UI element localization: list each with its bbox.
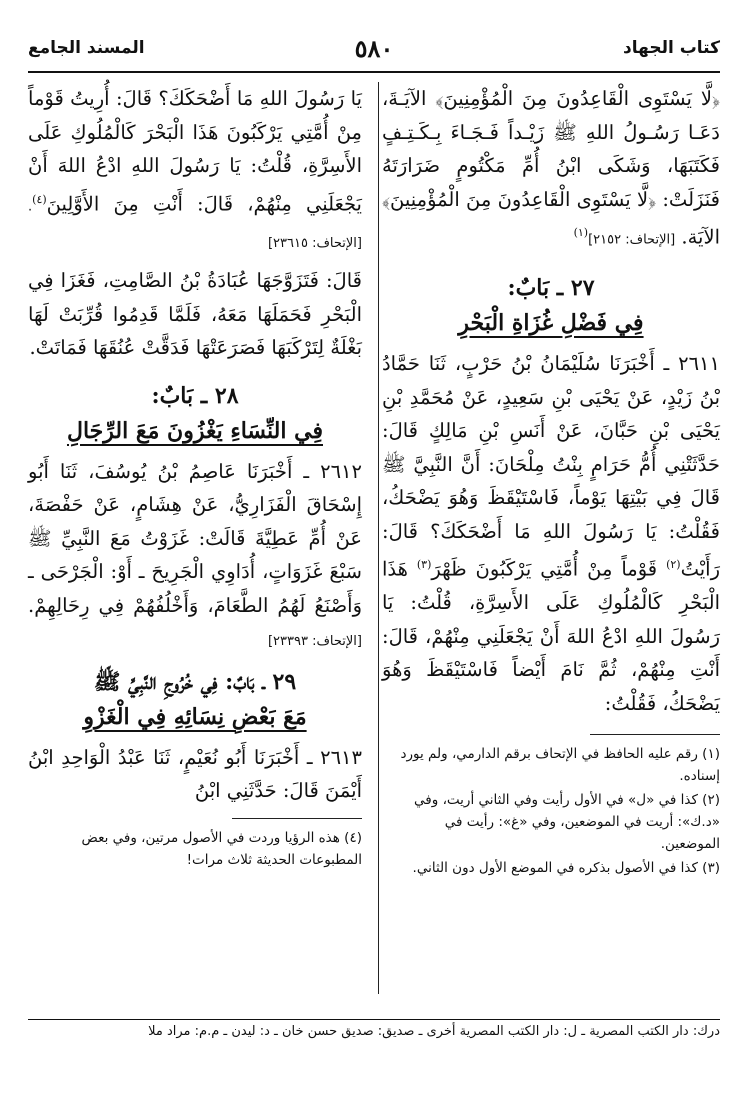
chapter-number: ٢٩ ـ بَابٌ: فِي خُرُوجِ النَّبِيِّ ﷺ bbox=[93, 668, 297, 695]
footnote: (٢) كذا في «ل» في الأول رأيت وفي الثاني أريت، وفي «د.ك»: أريت في الموضعين، وفي «غ»: رأيت في الموضعين. bbox=[414, 792, 720, 852]
text-paragraph: قَالَ: فَتَزَوَّجَهَا عُبَادَةُ بْنُ الصَّامِتِ، فَغَزَا فِي الْبَحْرِ فَحَمَلَهَا مَعَهُ، فَلَمَّا قَدِمُوا قُرِّبَتْ لَهَا بَغْلَةٌ لِتَرْكَبَهَا فَصَرَعَتْهَا فَدَقَّتْ عُنُقَهَا فَمَاتَتْ. bbox=[28, 269, 362, 359]
work-title: المسند الجامع bbox=[28, 38, 145, 58]
footnote: (٤) هذه الرؤيا وردت في الأصول مرتين، وفي بعض المطبوعات الحديثة ثلاث مرات! bbox=[81, 829, 362, 868]
text-paragraph bbox=[28, 82, 362, 260]
right-column bbox=[382, 82, 720, 881]
footnote-separator bbox=[232, 818, 362, 819]
verse-text: ﴿لَّا يَسْتَوِى الْقَاعِدُونَ مِنَ الْمُؤْمِنِينَ﴾ الآيَـةَ، دَعَـا رَسُـولُ اللهِ ﷺ زَيْـداً فَـجَـاءَ بِـكَـتِـفٍ فَكَتَبَهَا، وَشَكَى ابْنُ أُمِّ مَكْتُومٍ ضَرَارَتَهُ فَنَزَلَتْ: ﴿لَّا يَسْتَوِى الْقَاعِدُونَ مِنَ الْمُؤْمِنِينَ﴾ الآيَة. bbox=[382, 87, 720, 249]
text-paragraph bbox=[382, 82, 720, 257]
chapter-number: ٢٧ ـ بَابٌ: bbox=[507, 275, 595, 301]
footnote: (١) رقم عليه الحافظ في الإتحاف برقم الدارمي، ولم يورد إسناده. bbox=[400, 746, 720, 784]
hadith-2611 bbox=[382, 347, 720, 720]
hadith-text: يَا رَسُولَ اللهِ مَا أَضْحَكَكَ؟ قَالَ: أُرِيتُ قَوْماً مِنْ أُمَّتِي يَرْكَبُونَ هَذَا الْبَحْرَ كَالْمُلُوكِ عَلَى الأَسِرَّةِ، قُلْتُ: يَا رَسُولَ اللهِ ادْعُ اللهَ أَنْ يَجْعَلَنِي مِنْهُمْ، قَالَ: أَنْتِ مِنَ الأَوَّلِينَ bbox=[28, 87, 363, 215]
ithaf-reference: . [الإتحاف: ٢٣٦١٥] bbox=[28, 199, 362, 251]
ithaf-reference: [الإتحاف: ٢٣٣٩٣] bbox=[267, 634, 362, 649]
page-header bbox=[28, 30, 720, 70]
footnote-marker: (١) bbox=[573, 226, 589, 239]
chapter-title: مَعَ بَعْضِ نِسَائِهِ فِي الْغَزْوِ bbox=[83, 703, 307, 730]
footnote-marker: (٣) bbox=[416, 558, 432, 571]
ithaf-reference: [الإتحاف: ٢١٥٢] bbox=[588, 232, 676, 248]
hadith-text: ٢٦١٢ ـ أَخْبَرَنَا عَاصِمُ بْنُ يُوسُفَ، ثَنَا أَبُو إِسْحَاقَ الْفَزَارِيُّ، عَنْ هِشَامٍ، عَنْ حَفْصَةَ، عَنْ أُمِّ عَطِيَّةَ قَالَتْ: غَزَوْتُ مَعَ النَّبِيِّ ﷺ سَبْعَ غَزَوَاتٍ، أُدَاوِي الْجَرِيحَ ـ أَوْ: الْجَرْحَى ـ وَأَصْنَعُ لَهُمُ الطَّعَامَ، وَأَخْلُفُهُمْ فِي رِحَالِهِمْ. bbox=[28, 459, 362, 617]
footnote-separator bbox=[590, 734, 720, 735]
header-rule bbox=[28, 71, 720, 73]
column-divider bbox=[378, 82, 379, 994]
chapter-number: ٢٨ ـ بَابٌ: bbox=[151, 382, 239, 409]
footer-rule bbox=[28, 1019, 720, 1020]
footnote: (٣) كذا في الأصول بذكره في الموضع الأول دون الثاني. bbox=[412, 860, 720, 876]
footnote-marker: (٢) bbox=[666, 558, 681, 571]
left-column bbox=[28, 82, 362, 873]
hadith-text: هَذَا الْبَحْرِ كَالْمُلُوكِ عَلَى الأَسِرَّةِ، قُلْتُ: يَا رَسُولَ اللهِ ادْعُ اللهَ أَنْ يَجْعَلَنِي مِنْهُمْ، قَالَ: أَنْتِ مِنْهُمْ، ثُمَّ نَامَ أَيْضاً فَاسْتَيْقَظَ وَهُوَ يَضْحَكُ، فَقُلْتُ: bbox=[382, 557, 720, 715]
chapter-title: فِي النِّسَاءِ يَغْزُونَ مَعَ الرِّجَالِ bbox=[66, 417, 323, 444]
hadith-text: ٢٦١١ ـ أَخْبَرَنَا سُلَيْمَانُ بْنُ حَرْبٍ، ثَنَا حَمَّادُ بْنُ زَيْدٍ، عَنْ يَحْيَى بْنِ سَعِيدٍ، عَنْ مُحَمَّدِ بْنِ يَحْيَى بْنِ حَبَّانَ، عَنْ أَنَسِ بْنِ مَالِكٍ قَالَ: حَدَّثَتْنِي أُمُّ حَرَامٍ بِنْتُ مِلْحَانَ: أَنَّ النَّبِيَّ ﷺ قَالَ فِي بَيْتِهَا يَوْماً، فَاسْتَيْقَظَ وَهُوَ يَضْحَكُ، فَقُلْتُ: يَا رَسُولَ اللهِ مَا أَضْحَكَكَ؟ قَالَ: رَأَيْتُ bbox=[382, 352, 720, 581]
chapter-title: فِي فَضْلِ غُزَاةِ الْبَحْرِ bbox=[458, 310, 644, 336]
hadith-text: قَوْماً مِنْ أُمَّتِي يَرْكَبُونَ ظَهْرَ bbox=[431, 557, 667, 581]
hadith-2612 bbox=[28, 455, 362, 659]
page-number: ٥٨٠ bbox=[354, 34, 394, 63]
footnote-marker: (٤) bbox=[32, 192, 47, 206]
abbreviations-footer: درك: دار الكتب المصرية ـ ل: دار الكتب المصرية أخرى ـ صديق: صديق حسن خان ـ د: ليدن ـ م.م: مراد ملا bbox=[148, 1024, 720, 1039]
hadith-2613: ٢٦١٣ ـ أَخْبَرَنَا أَبُو نُعَيْمٍ، ثَنَا عَبْدُ الْوَاحِدِ ابْنُ أَيْمَنَ قَالَ: حَدَّثَنِي ابْنُ bbox=[28, 745, 362, 802]
book-title: كتاب الجهاد bbox=[622, 38, 720, 58]
